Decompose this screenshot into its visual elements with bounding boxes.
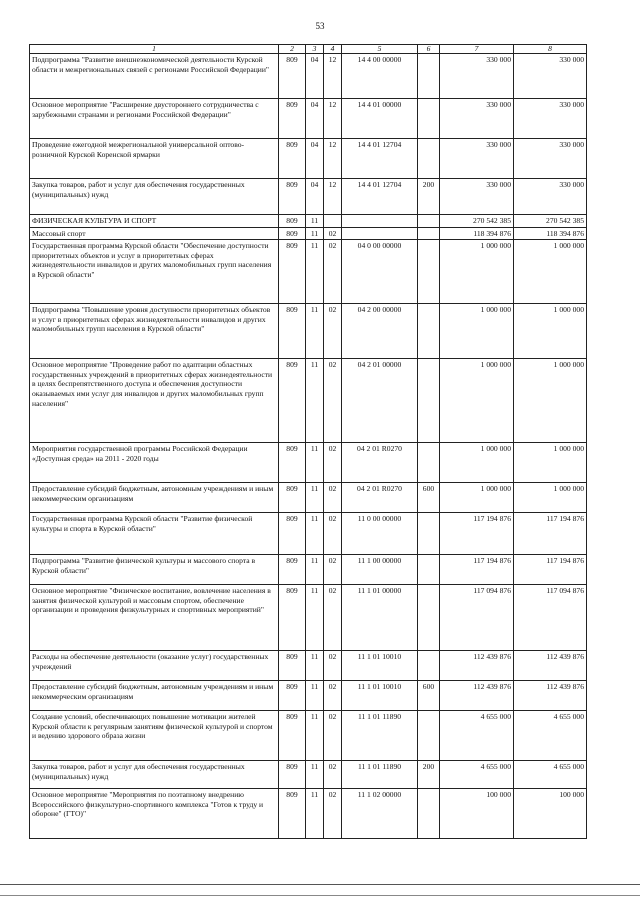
row-pr-cell: 02: [324, 483, 342, 513]
row-vr-cell: 200: [418, 761, 440, 789]
row-vr-cell: [418, 443, 440, 483]
row-rz-cell: 11: [306, 711, 324, 761]
row-gr-cell: 809: [279, 761, 306, 789]
header-cell: 2: [279, 45, 306, 54]
row-vr-cell: [418, 789, 440, 839]
row-csr-cell: 04 2 01 00000: [342, 359, 418, 443]
row-amount-1-cell: 4 655 000: [440, 761, 514, 789]
table-row: [30, 443, 587, 483]
table-row: [30, 789, 587, 839]
row-name-cell: Проведение ежегодной межрегиональной универсальной оптово-розничной Курской Коренской ярмарки: [30, 139, 279, 179]
row-csr-cell: [342, 215, 418, 228]
row-vr-cell: [418, 711, 440, 761]
row-amount-1-cell: 270 542 385: [440, 215, 514, 228]
row-pr-cell: 02: [324, 789, 342, 839]
row-gr-cell: 809: [279, 54, 306, 99]
row-amount-1-cell: 112 439 876: [440, 651, 514, 681]
row-name-cell: Основное мероприятие "Физическое воспитание, вовлечение населения в занятия физической культурой и массовым спортом, обеспечение организации и проведения физкультурных и спортивных мероприятий": [30, 585, 279, 651]
row-amount-1-cell: 1 000 000: [440, 359, 514, 443]
row-gr-cell: 809: [279, 443, 306, 483]
row-pr-cell: 12: [324, 54, 342, 99]
row-csr-cell: 11 1 00 00000: [342, 555, 418, 585]
row-csr-cell: 14 4 01 12704: [342, 139, 418, 179]
row-name-cell: Подпрограмма "Развитие физической культуры и массового спорта в Курской области": [30, 555, 279, 585]
row-rz-cell: 11: [306, 443, 324, 483]
row-amount-1-cell: 330 000: [440, 54, 514, 99]
row-pr-cell: [324, 215, 342, 228]
row-vr-cell: [418, 227, 440, 240]
row-pr-cell: 02: [324, 227, 342, 240]
row-rz-cell: 11: [306, 240, 324, 304]
row-rz-cell: 11: [306, 304, 324, 359]
table-row: [30, 215, 587, 228]
row-amount-1-cell: 118 394 876: [440, 227, 514, 240]
row-name-cell: Мероприятия государственной программы Российской Федерации «Доступная среда» на 2011 - 2020 годы: [30, 443, 279, 483]
row-amount-2-cell: 1 000 000: [514, 443, 587, 483]
row-vr-cell: [418, 359, 440, 443]
row-amount-2-cell: 100 000: [514, 789, 587, 839]
row-amount-2-cell: 118 394 876: [514, 227, 587, 240]
row-rz-cell: 11: [306, 483, 324, 513]
row-amount-1-cell: 330 000: [440, 139, 514, 179]
row-csr-cell: 14 4 00 00000: [342, 54, 418, 99]
row-vr-cell: [418, 585, 440, 651]
row-vr-cell: 600: [418, 483, 440, 513]
row-rz-cell: 04: [306, 179, 324, 215]
row-amount-2-cell: 117 094 876: [514, 585, 587, 651]
row-amount-1-cell: 117 194 876: [440, 555, 514, 585]
row-amount-1-cell: 1 000 000: [440, 240, 514, 304]
row-csr-cell: 11 1 01 11890: [342, 711, 418, 761]
row-rz-cell: 11: [306, 215, 324, 228]
table-row: [30, 54, 587, 99]
row-name-cell: Создание условий, обеспечивающих повышение мотивации жителей Курской области к регулярным занятиям физической культурой и спортом и ведению здорового образа жизни: [30, 711, 279, 761]
table-row: [30, 483, 587, 513]
row-gr-cell: 809: [279, 304, 306, 359]
row-amount-1-cell: 117 194 876: [440, 513, 514, 555]
row-gr-cell: 809: [279, 651, 306, 681]
row-gr-cell: 809: [279, 240, 306, 304]
row-amount-1-cell: 1 000 000: [440, 443, 514, 483]
row-rz-cell: 11: [306, 789, 324, 839]
row-gr-cell: 809: [279, 179, 306, 215]
header-cell: 3: [306, 45, 324, 54]
row-name-cell: Основное мероприятие "Проведение работ по адаптации областных государственных учреждений в приоритетных сферах жизнедеятельности в целях беспрепятственного доступа и обеспечения доступности оказываемых ими услуг для инвалидов и других маломобильных групп населения": [30, 359, 279, 443]
row-amount-2-cell: 330 000: [514, 99, 587, 139]
row-amount-2-cell: 1 000 000: [514, 304, 587, 359]
row-rz-cell: 11: [306, 227, 324, 240]
header-cell: 8: [514, 45, 587, 54]
table-row: [30, 555, 587, 585]
row-rz-cell: 04: [306, 139, 324, 179]
page-number: 53: [315, 21, 325, 31]
row-amount-2-cell: 117 194 876: [514, 555, 587, 585]
row-vr-cell: [418, 555, 440, 585]
row-gr-cell: 809: [279, 99, 306, 139]
row-pr-cell: 02: [324, 513, 342, 555]
row-rz-cell: 11: [306, 359, 324, 443]
row-name-cell: Предоставление субсидий бюджетным, автономным учреждениям и иным некоммерческим организациям: [30, 483, 279, 513]
row-gr-cell: 809: [279, 711, 306, 761]
table-row: [30, 359, 587, 443]
row-amount-2-cell: 117 194 876: [514, 513, 587, 555]
row-vr-cell: [418, 54, 440, 99]
row-csr-cell: 14 4 01 12704: [342, 179, 418, 215]
row-pr-cell: 02: [324, 359, 342, 443]
row-gr-cell: 809: [279, 139, 306, 179]
row-gr-cell: 809: [279, 585, 306, 651]
row-gr-cell: 809: [279, 215, 306, 228]
table-row: [30, 139, 587, 179]
row-amount-2-cell: 270 542 385: [514, 215, 587, 228]
row-vr-cell: [418, 215, 440, 228]
row-csr-cell: 11 1 01 11890: [342, 761, 418, 789]
row-gr-cell: 809: [279, 227, 306, 240]
budget-table: [29, 44, 587, 839]
row-name-cell: Подпрограмма "Развитие внешнеэкономической деятельности Курской области и межрегиональных связей с регионами Российской Федерации": [30, 54, 279, 99]
row-name-cell: Расходы на обеспечение деятельности (оказание услуг) государственных учреждений: [30, 651, 279, 681]
row-csr-cell: 11 1 01 00000: [342, 585, 418, 651]
row-csr-cell: 04 2 01 R0270: [342, 483, 418, 513]
row-amount-2-cell: 330 000: [514, 179, 587, 215]
header-cell: 7: [440, 45, 514, 54]
row-name-cell: Закупка товаров, работ и услуг для обеспечения государственных (муниципальных) нужд: [30, 761, 279, 789]
row-gr-cell: 809: [279, 555, 306, 585]
row-csr-cell: 04 2 01 R0270: [342, 443, 418, 483]
table-row: [30, 304, 587, 359]
row-amount-1-cell: 100 000: [440, 789, 514, 839]
row-amount-2-cell: 330 000: [514, 54, 587, 99]
row-rz-cell: 04: [306, 99, 324, 139]
row-name-cell: ФИЗИЧЕСКАЯ КУЛЬТУРА И СПОРТ: [30, 215, 279, 228]
scan-edge-line: [0, 884, 640, 885]
scan-edge-line: [0, 895, 640, 896]
row-rz-cell: 11: [306, 681, 324, 711]
row-rz-cell: 11: [306, 513, 324, 555]
row-csr-cell: 11 1 01 10010: [342, 651, 418, 681]
table-row: [30, 179, 587, 215]
header-row: [30, 45, 587, 54]
row-rz-cell: 11: [306, 585, 324, 651]
row-amount-2-cell: 1 000 000: [514, 483, 587, 513]
row-gr-cell: 809: [279, 359, 306, 443]
row-amount-1-cell: 117 094 876: [440, 585, 514, 651]
row-pr-cell: 12: [324, 99, 342, 139]
row-name-cell: Закупка товаров, работ и услуг для обеспечения государственных (муниципальных) нужд: [30, 179, 279, 215]
row-rz-cell: 11: [306, 651, 324, 681]
row-amount-1-cell: 1 000 000: [440, 304, 514, 359]
row-gr-cell: 809: [279, 513, 306, 555]
row-pr-cell: 02: [324, 304, 342, 359]
header-cell: 6: [418, 45, 440, 54]
table-row: [30, 651, 587, 681]
row-name-cell: Государственная программа Курской области "Развитие физической культуры и спорта в Курской области": [30, 513, 279, 555]
row-amount-1-cell: 4 655 000: [440, 711, 514, 761]
row-amount-2-cell: 330 000: [514, 139, 587, 179]
row-csr-cell: 04 0 00 00000: [342, 240, 418, 304]
row-csr-cell: 11 0 00 00000: [342, 513, 418, 555]
row-gr-cell: 809: [279, 789, 306, 839]
row-vr-cell: 200: [418, 179, 440, 215]
row-amount-1-cell: 1 000 000: [440, 483, 514, 513]
row-vr-cell: [418, 651, 440, 681]
row-rz-cell: 11: [306, 761, 324, 789]
row-name-cell: Подпрограмма "Повышение уровня доступности приоритетных объектов и услуг в приоритетных сферах жизнедеятельности инвалидов и других маломобильных групп населения в Курской области": [30, 304, 279, 359]
table-row: [30, 761, 587, 789]
table-row: [30, 99, 587, 139]
row-pr-cell: 02: [324, 555, 342, 585]
row-csr-cell: 11 1 02 00000: [342, 789, 418, 839]
row-pr-cell: 12: [324, 179, 342, 215]
row-pr-cell: 02: [324, 443, 342, 483]
row-vr-cell: [418, 304, 440, 359]
row-pr-cell: 02: [324, 651, 342, 681]
row-amount-1-cell: 112 439 876: [440, 681, 514, 711]
row-csr-cell: 04 2 00 00000: [342, 304, 418, 359]
table-row: [30, 240, 587, 304]
row-pr-cell: 02: [324, 681, 342, 711]
row-amount-2-cell: 112 439 876: [514, 651, 587, 681]
row-csr-cell: 11 1 01 10010: [342, 681, 418, 711]
row-name-cell: Массовый спорт: [30, 227, 279, 240]
row-csr-cell: [342, 227, 418, 240]
row-gr-cell: 809: [279, 483, 306, 513]
row-vr-cell: [418, 513, 440, 555]
row-amount-2-cell: 4 655 000: [514, 711, 587, 761]
row-rz-cell: 04: [306, 54, 324, 99]
row-gr-cell: 809: [279, 681, 306, 711]
row-vr-cell: [418, 99, 440, 139]
row-pr-cell: 02: [324, 240, 342, 304]
row-name-cell: Основное мероприятие "Мероприятия по поэтапному внедрению Всероссийского физкультурно-спортивного комплекса "Готов к труду и обороне" (ГТО)": [30, 789, 279, 839]
row-pr-cell: 02: [324, 585, 342, 651]
table-body: [30, 54, 587, 839]
row-rz-cell: 11: [306, 555, 324, 585]
header-cell: 1: [30, 45, 279, 54]
row-amount-1-cell: 330 000: [440, 99, 514, 139]
row-amount-2-cell: 1 000 000: [514, 240, 587, 304]
row-amount-2-cell: 4 655 000: [514, 761, 587, 789]
row-name-cell: Предоставление субсидий бюджетным, автономным учреждениям и иным некоммерческим организациям: [30, 681, 279, 711]
table-row: [30, 711, 587, 761]
row-name-cell: Государственная программа Курской области "Обеспечение доступности приоритетных объектов и услуг в приоритетных сферах жизнедеятельности инвалидов и других маломобильных групп населения в Курской области": [30, 240, 279, 304]
row-name-cell: Основное мероприятие "Расширение двустороннего сотрудничества с зарубежными странами и регионами Российской Федерации": [30, 99, 279, 139]
row-amount-2-cell: 112 439 876: [514, 681, 587, 711]
row-pr-cell: 12: [324, 139, 342, 179]
header-cell: 5: [342, 45, 418, 54]
row-vr-cell: [418, 240, 440, 304]
table-row: [30, 585, 587, 651]
header-cell: 4: [324, 45, 342, 54]
row-csr-cell: 14 4 01 00000: [342, 99, 418, 139]
table-row: [30, 681, 587, 711]
table-row: [30, 227, 587, 240]
row-vr-cell: [418, 139, 440, 179]
row-pr-cell: 02: [324, 761, 342, 789]
row-amount-2-cell: 1 000 000: [514, 359, 587, 443]
row-vr-cell: 600: [418, 681, 440, 711]
row-pr-cell: 02: [324, 711, 342, 761]
table-row: [30, 513, 587, 555]
row-amount-1-cell: 330 000: [440, 179, 514, 215]
